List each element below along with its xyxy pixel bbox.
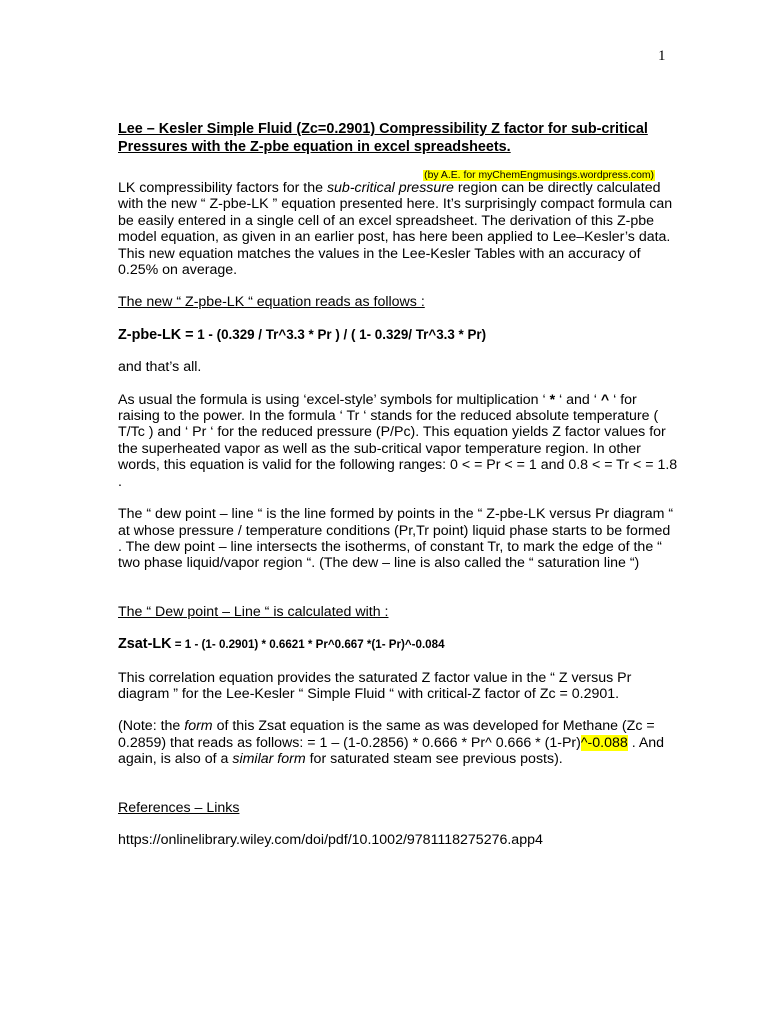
dew-line-heading: The “ Dew point – Line “ is calculated with :	[118, 603, 389, 620]
multiply-symbol: *	[549, 391, 556, 408]
page-number: 1	[658, 48, 666, 64]
z-pbe-equation	[118, 327, 678, 343]
intro-paragraph: LK compressibility factors for the sub-critical pressure region can be directly calculated with the new “ Z-pbe-LK ” equation presented here. It’s surprisingly compact formula can be easily entered in a single cell of an excel spreadsheet. The derivation of this Z-pbe model equation, as given in an earlier post, has here been applied to Lee–Kesler’s data. This new equation matches the values in the Lee-Kesler Tables with an accuracy of 0.25% on average.	[118, 180, 673, 279]
z-pbe-lhs: Z-pbe-LK =	[118, 326, 194, 343]
zsat-equation: Zsat-LK = 1 - (1- 0.2901) * 0.6621 * Pr^0.667 *(1- Pr)^-0.084	[118, 636, 445, 653]
zsat-lhs: Zsat-LK	[118, 636, 172, 653]
thats-all-text: and that’s all.	[118, 359, 202, 376]
zsat-rhs: 1 - (1- 0.2901) * 0.6621 * Pr^0.667 *(1- Pr)^-0.084	[184, 638, 445, 652]
reference-link[interactable]: https://onlinelibrary.wiley.com/doi/pdf/10.1002/9781118275276.app4	[118, 831, 543, 848]
highlighted-exponent: ^-0.088	[580, 734, 628, 751]
byline: (by A.E. for myChemEngmusings.wordpress.com)	[424, 170, 654, 181]
dew-point-paragraph: The “ dew point – line “ is the line formed by points in the “ Z-pbe-LK versus Pr diagram “ at whose pressure / temperature conditions (Pr,Tr point) liquid phase starts to be formed . The dew point – line intersects the isotherms, of constant Tr, to mark the edge of the “ two phase liquid/vapor region “. (The dew – line is also called the “ saturation line “)	[118, 506, 674, 572]
intro-emphasis: sub-critical pressure	[326, 180, 454, 196]
power-symbol: ^	[600, 391, 610, 408]
document-body	[118, 120, 678, 848]
z-pbe-rhs: 1 - (0.329 / Tr^3.3 * Pr ) / ( 1- 0.329/ Tr^3.3 * Pr)	[193, 326, 487, 342]
references-heading: References – Links	[118, 799, 240, 816]
byline-row	[118, 166, 678, 180]
document-title: Lee – Kesler Simple Fluid (Zc=0.2901) Compressibility Z factor for sub-critical Pressures with the Z-pbe equation in excel spreadsheets.	[118, 121, 648, 155]
excel-symbols-paragraph: As usual the formula is using ‘excel-style’ symbols for multiplication ‘ * ‘ and ‘ ^ ‘ for raising to the power. In the formula ‘ Tr ‘ stands for the reduced absolute temperature ( T/Tc ) and ‘ Pr ‘ for the reduced pressure (P/Pc). This equation yields Z factor values for the superheated vapor as well as the sub-critical vapor temperature region. In other words, this equation is valid for the following ranges: 0 < = Pr < = 1 and 0.8 < = Tr < = 1.8 .	[118, 391, 678, 490]
new-equation-heading: The new “ Z-pbe-LK “ equation reads as follows :	[118, 294, 425, 311]
note-paragraph: (Note: the form of this Zsat equation is the same as was developed for Methane (Zc = 0.2859) that reads as follows: = 1 – (1-0.2856) * 0.666 * Pr^ 0.666 * (1-Pr)^-0.088 . And again, is also of a similar form for saturated steam see previous posts).	[118, 718, 665, 768]
correlation-paragraph: This correlation equation provides the saturated Z factor value in the “ Z versus Pr diagram ” for the Lee-Kesler “ Simple Fluid “ with critical-Z factor of Zc = 0.2901.	[118, 669, 632, 702]
